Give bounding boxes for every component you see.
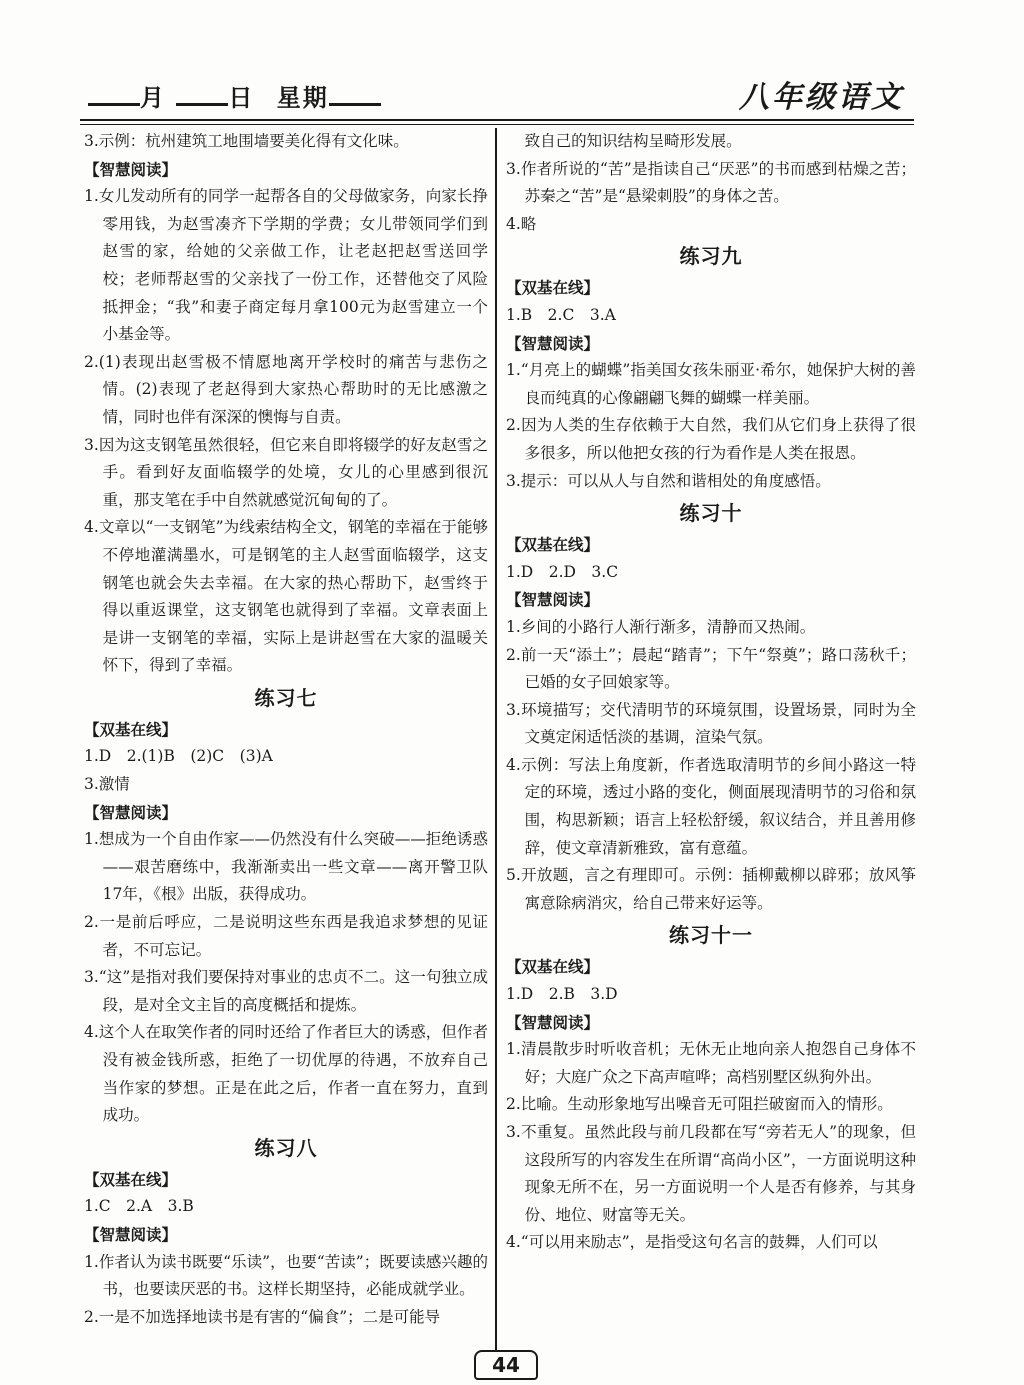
answer-item: 1.B 2.C 3.A: [506, 305, 616, 324]
left-column: [84, 128, 488, 1331]
answer-item: 3.环境描写；交代清明节的环境氛围，设置场景，同时为全文奠定闲适恬淡的基调，渲染气氛。: [506, 700, 916, 747]
answer-item: 3.作者所说的“苦”是指读自己“厌恶”的书而感到枯燥之苦；苏秦之“苦”是“悬梁刺股”的身体之苦。: [506, 159, 916, 206]
right-column: [506, 128, 916, 1257]
weekday-blank: [329, 83, 381, 106]
page-header: [88, 78, 914, 118]
answer-item: 1.D 2.(1)B (2)C (3)A: [84, 747, 273, 766]
exercise-title: 练习九: [679, 244, 743, 269]
month-label: 月: [140, 83, 166, 112]
answer-item: 1.乡间的小路行人渐行渐多，清静而又热闹。: [506, 617, 816, 636]
day-label: 日: [228, 83, 255, 112]
header-rule-thin: [80, 124, 914, 125]
answer-item: 1.清晨散步时听收音机；无休无止地向亲人抱怨自己身体不好；大庭广众之下高声喧哗；高档别墅区纵狗外出。: [506, 1040, 916, 1086]
answer-item: 4.这个人在取笑作者的同时还给了作者巨大的诱惑，但作者没有被金钱所惑，拒绝了一切优厚的待遇，不放弃自己当作家的梦想。正是在此之后，作者一直在努力，直到成功。: [84, 1023, 488, 1125]
answer-item: 3.因为这支钢笔虽然很轻，但它来自即将辍学的好友赵雪之手。看到好友面临辍学的处境，女儿的心里感到很沉重，那支笔在手中自然就感觉沉甸甸的了。: [84, 435, 488, 509]
answer-item: 3.示例：杭州建筑工地围墙要美化得有文化味。: [84, 132, 409, 150]
answer-item: 1.女儿发动所有的同学一起帮各自的父母做家务，向家长挣零用钱，为赵雪凑齐下学期的学费；女儿带领同学们到赵雪的家，给她的父亲做工作，让老赵把赵雪送回学校；老师帮赵雪的父亲找了一份工作，还替他交了风险抵押金；“我”和妻子商定每月拿100元为赵雪建立一个小基金等。: [84, 187, 488, 344]
answer-item: 1.作者认为读书既要“乐读”，也要“苦读”；既要读感兴趣的书，也要读厌恶的书。这样长期坚持，必能成就学业。: [84, 1252, 488, 1299]
answer-item: 2.(1)表现出赵雪极不情愿地离开学校时的痛苦与悲伤之情。(2)表现了老赵得到大家热心帮助时的无比感激之情，同时也伴有深深的懊悔与自责。: [84, 352, 488, 426]
page-number: 44: [474, 1350, 538, 1380]
exercise-title: 练习八: [254, 1135, 318, 1160]
section-heading: 【双基在线】: [84, 719, 178, 739]
section-heading: 【双基在线】: [506, 535, 600, 555]
exercise-title: 练习七: [254, 685, 318, 710]
section-heading: 【双基在线】: [506, 278, 600, 298]
answer-item: 4.“可以用来励志”，是指受这句名言的鼓舞，人们可以: [506, 1233, 878, 1252]
answer-item: 4.文章以“一支钢笔”为线索结构全文，钢笔的幸福在于能够不停地灌满墨水，可是钢笔的主人赵雪面临辍学，这支钢笔也就会失去幸福。在大家的热心帮助下，赵雪终于得以重返课堂，这支钢笔也就得到了幸福。文章表面上是讲一支钢笔的幸福，实际上是讲赵雪在大家的温暖关怀下，得到了幸福。: [84, 518, 488, 675]
month-blank: [88, 83, 140, 106]
answer-item: 2.比喻。生动形象地写出噪音无可阻拦破窗而入的情形。: [506, 1095, 893, 1114]
book-title: 八年级语文: [739, 80, 904, 115]
section-heading: 【双基在线】: [84, 1169, 178, 1189]
answer-item: 3.提示：可以从人与自然和谐相处的角度感悟。: [506, 471, 831, 490]
exercise-title: 练习十一: [669, 923, 753, 948]
header-rule: [80, 119, 914, 121]
answer-item: 1.想成为一个自由作家——仍然没有什么突破——拒绝诱惑——艰苦磨练中，我渐渐卖出一些文章——离开警卫队17年，《根》出版，获得成功。: [84, 830, 488, 904]
date-line: [88, 78, 381, 113]
section-heading: 【智慧阅读】: [84, 1224, 178, 1244]
answer-item: 4.略: [506, 214, 537, 233]
section-heading: 【智慧阅读】: [506, 1012, 600, 1032]
answer-item: 3.“这”是指对我们要保持对事业的忠贞不二。这一句独立成段，是对全文主旨的高度概括和提炼。: [84, 968, 488, 1014]
answer-item: 1.C 2.A 3.B: [84, 1197, 194, 1216]
exercise-title: 练习十: [679, 501, 743, 526]
answer-item: 4.示例：写法上角度新，作者选取清明节的乡间小路这一特定的环境，透过小路的变化，侧面展现清明节的习俗和氛围，构思新颖；语言上轻松舒缓，叙议结合，并且善用修辞，使文章清新雅致，富有意蕴。: [506, 755, 916, 857]
column-divider: [495, 128, 497, 1350]
section-heading: 【智慧阅读】: [84, 802, 178, 822]
answer-item: 3.激情: [84, 775, 130, 794]
answer-item: 2.因为人类的生存依赖于大自然，我们从它们身上获得了很多很多，所以他把女孩的行为看作是人类在报恩。: [506, 416, 916, 462]
section-heading: 【双基在线】: [506, 957, 600, 977]
day-blank: [176, 83, 228, 106]
section-heading: 【智慧阅读】: [506, 590, 600, 610]
section-heading: 【智慧阅读】: [84, 159, 178, 179]
answer-item: 3.不重复。虽然此段与前几段都在写“旁若无人”的现象，但这段所写的内容发生在所谓“高尚小区”，一方面说明这种现象无所不在，另一方面说明一个人是否有修养，与其身份、地位、财富等无关。: [506, 1123, 916, 1224]
section-heading: 【智慧阅读】: [506, 333, 600, 353]
answer-item: 1.D 2.D 3.C: [506, 562, 619, 581]
weekday-label: 星期: [276, 83, 329, 112]
answer-item: 2.一是不加选择地读书是有害的“偏食”；二是可能导: [84, 1307, 441, 1326]
answer-item: 5.开放题，言之有理即可。示例：插柳戴柳以辟邪；放风筝寓意除病消灾，给自己带来好运等。: [506, 866, 916, 912]
answer-item: 1.“月亮上的蝴蝶”指美国女孩朱丽亚·希尔，她保护大树的善良而纯真的心像翩翩飞舞的蝴蝶一样美丽。: [506, 361, 916, 407]
answer-item: 2.一是前后呼应，二是说明这些东西是我追求梦想的见证者，不可忘记。: [84, 913, 488, 959]
answer-item: 致自己的知识结构呈畸形发展。: [524, 132, 742, 150]
answer-item: 2.前一天“添土”；晨起“踏青”；下午“祭奠”；路口荡秋千；已婚的女子回娘家等。: [506, 645, 916, 692]
answer-item: 1.D 2.B 3.D: [506, 985, 618, 1004]
